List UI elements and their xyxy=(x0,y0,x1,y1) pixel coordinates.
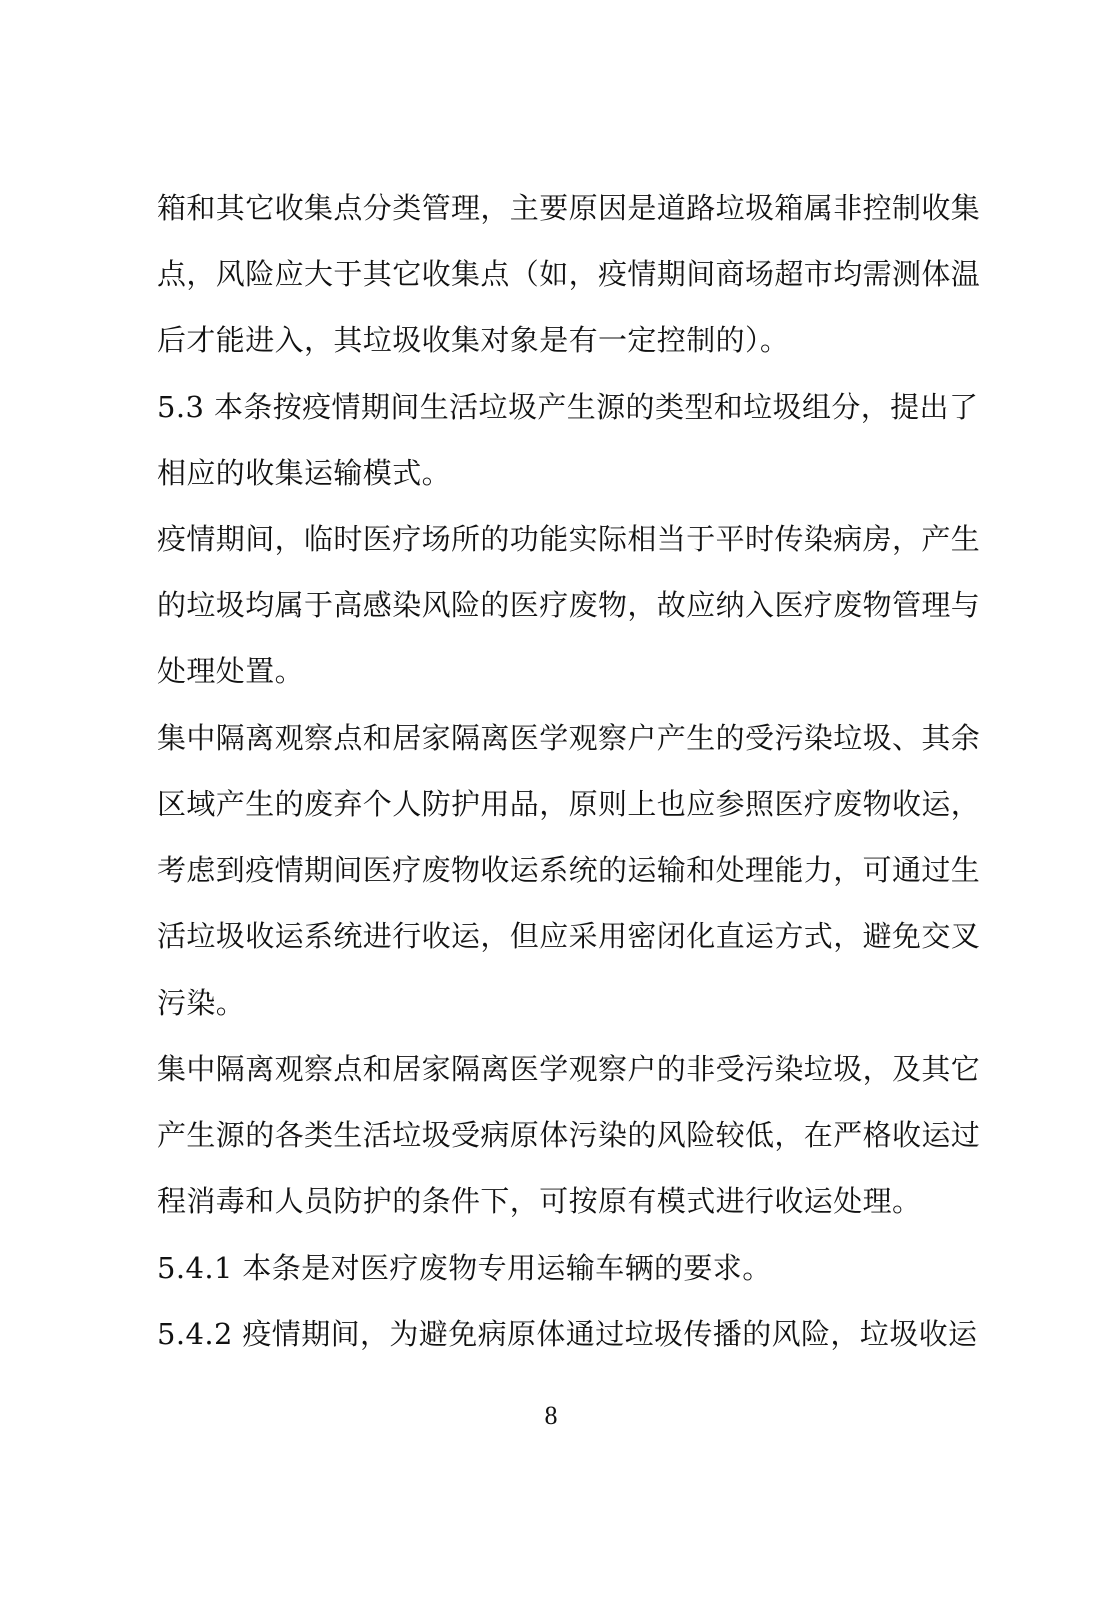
text-line: 活垃圾收运系统进行收运，但应采用密闭化直运方式，避免交叉 xyxy=(157,919,981,953)
text-line: 点，风险应大于其它收集点（如，疫情期间商场超市均需测体温 xyxy=(157,257,981,291)
text-line: 集中隔离观察点和居家隔离医学观察户产生的受污染垃圾、其余 xyxy=(157,721,981,755)
page-number: 8 xyxy=(544,1401,558,1430)
section-5-4-1-line: 5.4.1 本条是对医疗废物专用运输车辆的要求。 xyxy=(157,1251,772,1285)
text-line: 的垃圾均属于高感染风险的医疗废物，故应纳入医疗废物管理与 xyxy=(157,588,981,622)
text-line: 集中隔离观察点和居家隔离医学观察户的非受污染垃圾，及其它 xyxy=(157,1052,981,1086)
text-line: 处理处置。 xyxy=(157,654,305,688)
section-5-4-2-line: 5.4.2 疫情期间，为避免病原体通过垃圾传播的风险，垃圾收运 xyxy=(157,1317,978,1351)
text-line: 考虑到疫情期间医疗废物收运系统的运输和处理能力，可通过生 xyxy=(157,853,981,887)
section-5-3-line: 5.3 本条按疫情期间生活垃圾产生源的类型和垃圾组分，提出了 xyxy=(157,390,979,424)
text-line: 区域产生的废弃个人防护用品，原则上也应参照医疗废物收运， xyxy=(157,787,981,821)
text-line: 疫情期间，临时医疗场所的功能实际相当于平时传染病房，产生 xyxy=(157,522,981,556)
text-line: 程消毒和人员防护的条件下，可按原有模式进行收运处理。 xyxy=(157,1184,922,1218)
text-line: 产生源的各类生活垃圾受病原体污染的风险较低，在严格收运过 xyxy=(157,1118,981,1152)
text-line: 相应的收集运输模式。 xyxy=(157,456,452,490)
text-line: 后才能进入，其垃圾收集对象是有一定控制的）。 xyxy=(157,323,790,357)
text-line: 箱和其它收集点分类管理，主要原因是道路垃圾箱属非控制收集 xyxy=(157,191,981,225)
text-line: 污染。 xyxy=(157,986,246,1020)
